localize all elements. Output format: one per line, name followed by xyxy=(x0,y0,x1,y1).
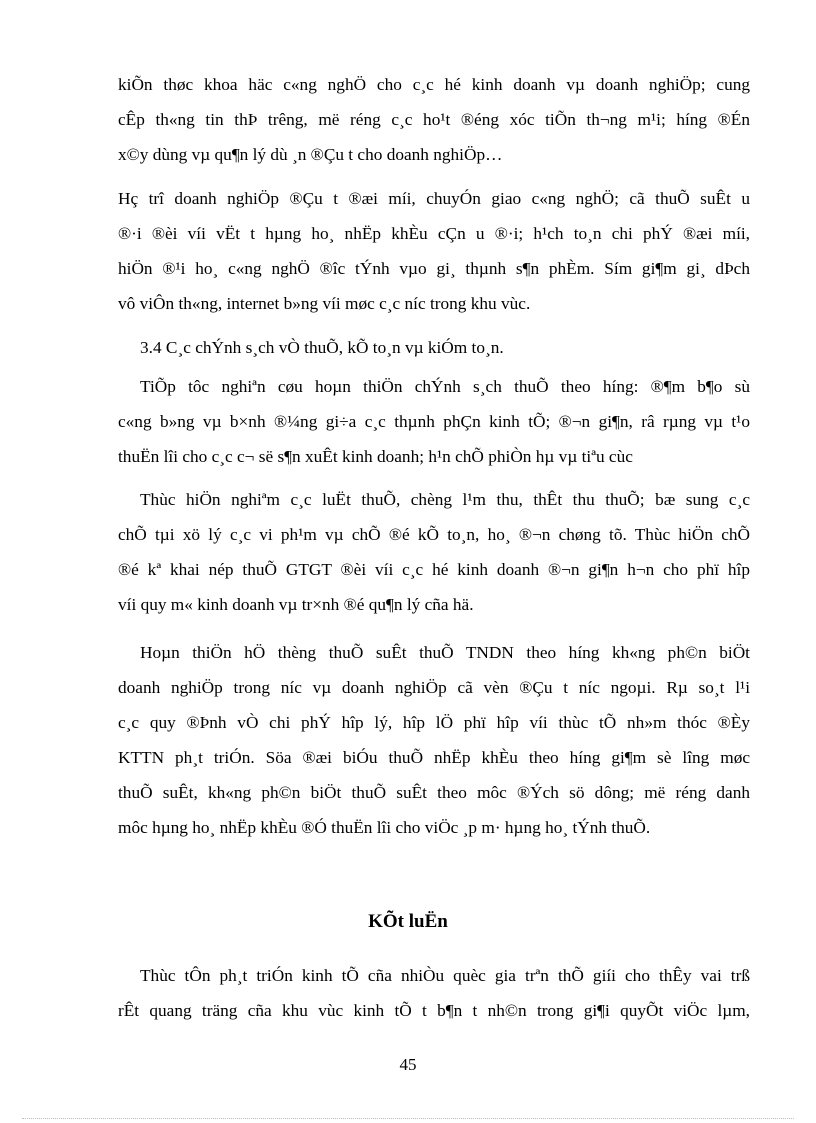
paragraph-tax-rate-reform xyxy=(118,635,750,845)
paragraph-line: Thùc hiÖn nghiªm c¸c luËt thuÕ, chèng l¹m thu, thÊt thu thuÕ; bæ sung c¸c xyxy=(140,490,750,509)
paragraph-line: TiÕp tôc nghiªn cøu hoµn thiÖn chÝnh s¸ch thuÕ theo híng: ®¶m b¶o sù xyxy=(140,377,750,396)
paragraph-line: môc hµng ho¸ nhËp khÈu ®Ó thuËn lîi cho viÖc ¸p m· hµng ho¸ tÝnh thuÕ. xyxy=(118,818,651,837)
paragraph-line: vô viÔn th«ng, internet b»ng víi møc c¸c níc trong khu vùc. xyxy=(118,294,531,313)
paragraph-technology-investment xyxy=(118,181,750,321)
paragraph-line: chÕ tµi xö lý c¸c vi ph¹m vµ chÕ ®é kÕ to¸n, ho¸ ®¬n chøng tõ. Thùc hiÖn chÕ xyxy=(118,525,750,544)
paragraph-tax-research xyxy=(118,369,750,474)
paragraph-consulting-support xyxy=(118,67,750,172)
paragraph-line: KTTN ph¸t triÓn. Söa ®æi biÓu thuÕ nhËp khÈu theo híng gi¶m sè lîng møc xyxy=(118,748,750,767)
paragraph-line: cÊp th«ng tin thÞ trêng, më réng c¸c ho¹t ®éng xóc tiÕn th¬ng m¹i; híng ®Én xyxy=(118,110,750,129)
page-number: 45 xyxy=(399,1055,417,1074)
paragraph-line: c«ng b»ng vµ b×nh ®¼ng gi÷a c¸c thµnh phÇn kinh tÕ; ®¬n gi¶n, râ rµng vµ t¹o xyxy=(118,412,750,431)
paragraph-tax-enforcement xyxy=(118,482,750,622)
paragraph-line: thuËn lîi cho c¸c c¬ së s¶n xuÊt kinh doanh; h¹n chÕ phiÒn hµ vµ tiªu cùc xyxy=(118,447,633,466)
paragraph-line: ®é kª khai nép thuÕ GTGT ®èi víi c¸c hé kinh doanh ®¬n gi¶n h¬n cho phï hîp xyxy=(118,560,750,579)
paragraph-line: Thùc tÔn ph¸t triÓn kinh tÕ cña nhiÒu quèc gia trªn thÕ giíi cho thÊy vai trß xyxy=(140,966,750,985)
page-bottom-divider xyxy=(22,1118,794,1119)
section-heading-tax-policy xyxy=(118,330,750,365)
paragraph-line: kiÕn thøc khoa häc c«ng nghÖ cho c¸c hé kinh doanh vµ doanh nghiÖp; cung xyxy=(118,75,750,94)
paragraph-line: hiÖn ®¹i ho¸ c«ng nghÖ ®îc tÝnh vµo gi¸ thµnh s¶n phÈm. Sím gi¶m gi¸ dÞch xyxy=(118,259,750,278)
paragraph-line: Hoµn thiÖn hÖ thèng thuÕ suÊt thuÕ TNDN theo híng kh«ng ph©n biÖt xyxy=(140,643,750,662)
section-title: 3.4 C¸c chÝnh s¸ch vÒ thuÕ, kÕ to¸n vµ kiÓm to¸n. xyxy=(140,338,504,357)
paragraph-line: ®·i ®èi víi vËt t hµng ho¸ nhËp khÈu cÇn u ®·i; h¹ch to¸n chi phÝ ®æi míi, xyxy=(118,224,750,243)
paragraph-conclusion xyxy=(118,958,750,1028)
paragraph-line: thuÕ suÊt, kh«ng ph©n biÖt thuÕ suÊt theo môc ®Ých sö dông; më réng danh xyxy=(118,783,750,802)
paragraph-line: doanh nghiÖp trong níc vµ doanh nghiÖp cã vèn ®Çu t níc ngoµi. Rµ so¸t l¹i xyxy=(118,678,750,697)
conclusion-heading: KÕt luËn xyxy=(368,911,448,932)
paragraph-line: Hç trî doanh nghiÖp ®Çu t ®æi míi, chuyÓn giao c«ng nghÖ; cã thuÕ suÊt u xyxy=(118,189,750,208)
paragraph-line: c¸c quy ®Þnh vÒ chi phÝ hîp lý, hîp lÖ phï hîp víi thùc tÕ nh»m thóc ®Èy xyxy=(118,713,750,732)
paragraph-line: x©y dùng vµ qu¶n lý dù ¸n ®Çu t cho doanh nghiÖp… xyxy=(118,145,503,164)
paragraph-line: rÊt quang träng cña khu vùc kinh tÕ t b¶n t nh©n trong gi¶i quyÕt viÖc lµm, xyxy=(118,1001,750,1020)
paragraph-line: víi quy m« kinh doanh vµ tr×nh ®é qu¶n lý cña hä. xyxy=(118,595,474,614)
